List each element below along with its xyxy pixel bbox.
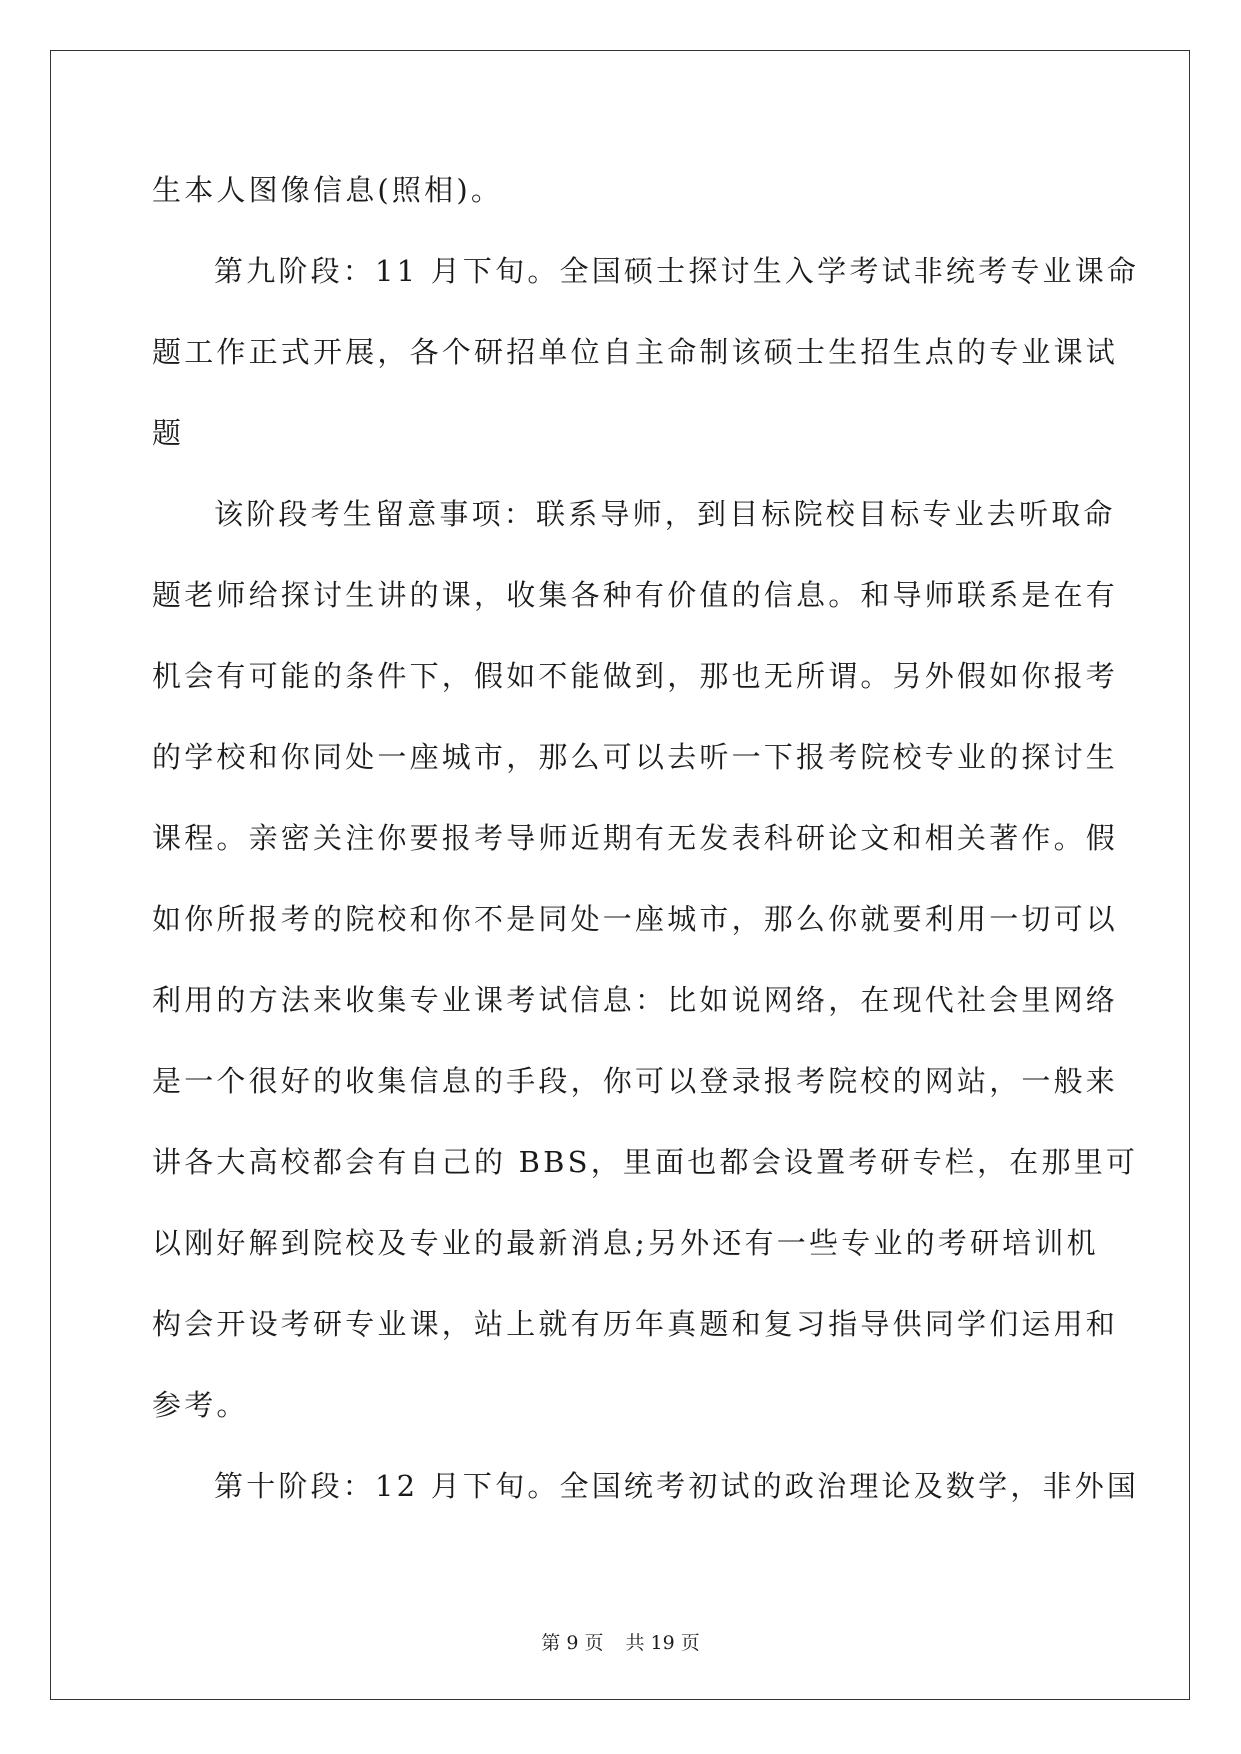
document-body (152, 163, 1140, 1540)
text-line: 利用的方法来收集专业课考试信息：比如说网络，在现代社会里网络 (152, 983, 1119, 1017)
paragraph-start-line: 第十阶段：12 月下旬。全国统考初试的政治理论及数学，非外国 (214, 1469, 1140, 1503)
text-line: 参考。 (152, 1388, 249, 1422)
text-line: 课程。亲密关注你要报考导师近期有无发表科研论文和相关著作。假 (152, 821, 1119, 855)
text-line: 构会开设考研专业课，站上就有历年真题和复习指导供同学们运用和 (152, 1307, 1119, 1341)
paragraph-start-line: 第九阶段：11 月下旬。全国硕士探讨生入学考试非统考专业课命 (214, 254, 1140, 288)
text-line: 的学校和你同处一座城市，那么可以去听一下报考院校专业的探讨生 (152, 740, 1119, 774)
text-line: 机会有可能的条件下，假如不能做到，那也无所谓。另外假如你报考 (152, 659, 1119, 693)
page-number-total: 共 19 页 (625, 1632, 700, 1654)
paragraph-start-line: 该阶段考生留意事项：联系导师，到目标院校目标专业去听取命 (214, 497, 1116, 531)
text-line: 如你所报考的院校和你不是同处一座城市，那么你就要利用一切可以 (152, 902, 1119, 936)
text-line: 以刚好解到院校及专业的最新消息;另外还有一些专业的考研培训机 (152, 1226, 1099, 1260)
text-line: 题 (152, 416, 185, 450)
text-line: 生本人图像信息(照相)。 (152, 173, 504, 207)
text-line: 是一个很好的收集信息的手段，你可以登录报考院校的网站，一般来 (152, 1064, 1119, 1098)
text-line: 讲各大高校都会有自己的 BBS，里面也都会设置考研专栏，在那里可 (152, 1145, 1139, 1179)
text-line: 题老师给探讨生讲的课，收集各种有价值的信息。和导师联系是在有 (152, 578, 1119, 612)
page-number-current: 第 9 页 (541, 1632, 604, 1654)
text-line: 题工作正式开展，各个研招单位自主命制该硕士生招生点的专业课试 (152, 335, 1119, 369)
page-footer (0, 1628, 1241, 1655)
